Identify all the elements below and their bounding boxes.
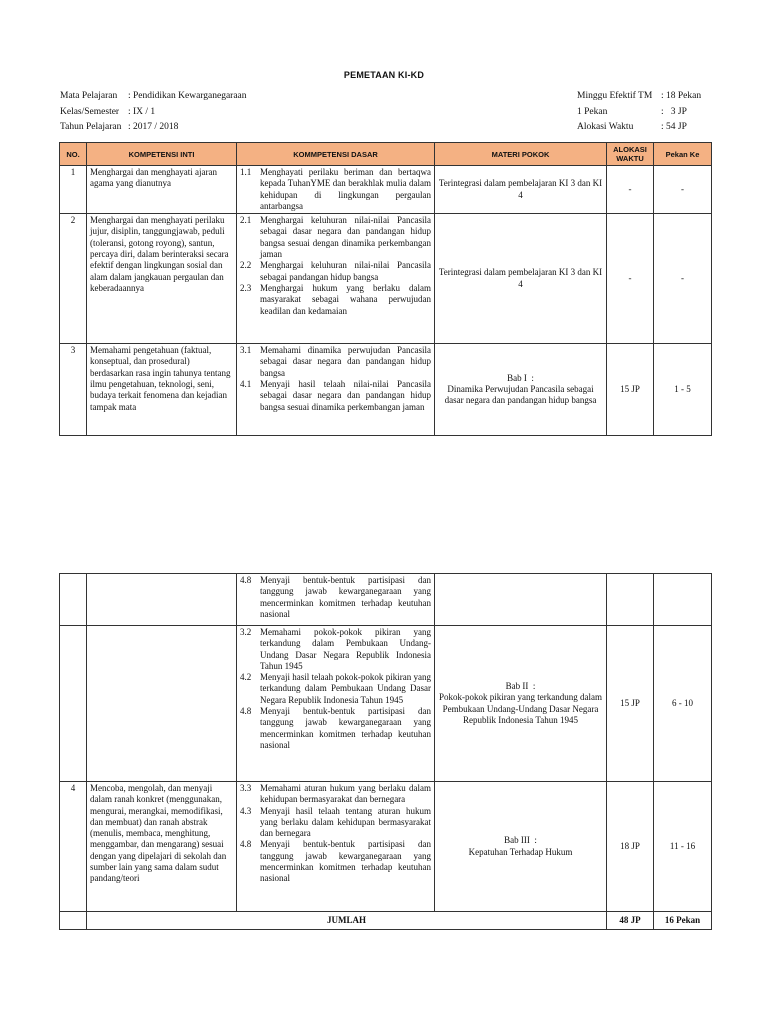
row-materi-pokok — [435, 626, 607, 782]
table-row — [60, 626, 712, 782]
kd-text: Menyaji bentuk-bentuk partisipasi dan tanggung jawab kewarganegaraan yang mencerminkan komitmen terhadap keutuhan nasional — [260, 839, 431, 884]
kd-number: 4.8 — [240, 575, 252, 585]
year-value: : 2017 / 2018 — [128, 122, 179, 132]
row-materi-pokok: Terintegrasi dalam pembelajaran KI 3 dan KI 4 — [435, 166, 607, 214]
header-pekan-ke: Pekan Ke — [654, 143, 712, 166]
kd-text: Menyaji hasil telaah nilai-nilai Pancasila sebagai dasar negara dan pandangan hidup bangsa sesuai dinamika perkembangan jaman — [260, 379, 431, 412]
kd-text: Menyaji bentuk-bentuk partisipasi dan tanggung jawab kewarganegaraan yang mencerminkan komitmen terhadap keutuhan nasional — [260, 575, 431, 619]
row-materi-pokok — [435, 344, 607, 436]
kd-number: 4.1 — [240, 379, 252, 390]
kd-number: 3.2 — [240, 627, 252, 637]
subject-value: : Pendidikan Kewarganegaraan — [128, 91, 247, 101]
kd-item — [240, 806, 431, 840]
kd-text: Menghayati perilaku beriman dan bertaqwa kepada TuhanYME dan berakhlak mulia dalam kehidupan di lingkungan pergaulan antarbangsa — [260, 167, 431, 211]
time-allocation-label: Alokasi Waktu — [577, 122, 634, 132]
table-row — [60, 344, 712, 436]
class-value: : IX / 1 — [128, 106, 156, 117]
kd-item — [240, 672, 431, 706]
kd-item — [240, 260, 431, 283]
row-kompetensi-inti: Mencoba, mengolah, dan menyaji dalam ranah konkret (menggunakan, mengurai, merangkai, memodifikasi, dan membuat) dan ranah abstrak (menulis, membaca, menghitung, menggambar, dan mengarang) sesuai dengan yang dipelajari di sekolah dan sumber lain yang sama dalam sudut pandang/teori — [87, 782, 237, 912]
row-no: 1 — [60, 166, 87, 214]
year-label: Tahun Pelajaran — [60, 122, 122, 132]
kd-number: 4.3 — [240, 805, 252, 816]
row-materi-pokok — [435, 782, 607, 912]
header-alokasi-line2: WAKTU — [616, 154, 644, 163]
materi-chapter: Bab II : — [505, 680, 536, 691]
row-materi-pokok — [435, 574, 607, 626]
kd-text: Memahami pokok-pokok pikiran yang terkandung dalam Pembukaan Undang-Undang Dasar Negara Republik Indonesia Tahun 1945 — [260, 627, 431, 671]
header-no: NO. — [60, 143, 87, 166]
total-alokasi: 48 JP — [607, 912, 654, 930]
mapping-table-page-2 — [59, 573, 712, 930]
header-kompetensi-dasar: KOMMPETENSI DASAR — [237, 143, 435, 166]
effective-weeks-value: : 18 Pekan — [661, 91, 702, 101]
kd-item — [240, 839, 431, 884]
total-label: JUMLAH — [87, 912, 607, 930]
week-hours-row — [577, 105, 701, 121]
materi-text: Dinamika Perwujudan Pancasila sebagai dasar negara dan pandangan hidup bangsa — [444, 384, 597, 406]
kd-text: Memahami aturan hukum yang berlaku dalam kehidupan bermasyarakat dan bernegara — [260, 783, 431, 805]
row-no: 4 — [60, 782, 87, 912]
materi-chapter: Bab III : — [504, 835, 537, 846]
row-kompetensi-inti — [87, 574, 237, 626]
header-kompetensi-inti: KOMPETENSI INTI — [87, 143, 237, 166]
total-empty-cell — [60, 912, 87, 930]
effective-weeks-label: Minggu Efektif TM — [577, 91, 653, 101]
week-hours-label: 1 Pekan — [577, 106, 608, 117]
row-pekan: 6 - 10 — [654, 626, 712, 782]
kd-item — [240, 167, 431, 212]
kd-number: 2.3 — [240, 282, 252, 293]
class-label: Kelas/Semester — [60, 106, 120, 117]
row-no — [60, 626, 87, 782]
row-alokasi: 18 JP — [607, 782, 654, 912]
kd-text: Menghargai hukum yang berlaku dalam masyarakat sebagai wahana perwujudan keadilan dan kedamaian — [260, 282, 431, 316]
total-row — [60, 912, 712, 930]
total-pekan: 16 Pekan — [654, 912, 712, 930]
kd-item — [240, 215, 431, 260]
row-kompetensi-inti — [87, 626, 237, 782]
kd-item — [240, 575, 431, 620]
row-pekan — [654, 574, 712, 626]
kd-item — [240, 783, 431, 806]
kd-text: Menyaji bentuk-bentuk partisipasi dan tanggung jawab kewarganegaraan yang mencerminkan komitmen terhadap keutuhan nasional — [260, 706, 431, 750]
subject-info — [60, 89, 247, 136]
row-pekan: 1 - 5 — [654, 344, 712, 436]
time-allocation-value: : 54 JP — [661, 122, 687, 132]
kd-number: 3.3 — [240, 783, 252, 793]
row-kompetensi-inti: Menghargai dan menghayati ajaran agama yang dianutnya — [87, 166, 237, 214]
materi-text: Kepatuhan Terhadap Hukum — [468, 846, 573, 857]
row-kompetensi-dasar — [237, 214, 435, 344]
row-no: 3 — [60, 344, 87, 436]
kd-item — [240, 627, 431, 672]
kd-text: Menghargai keluhuran nilai-nilai Pancasila sebagai dasar negara dan pandangan hidup bangsa sesuai dengan dinamika perkembangan jaman — [260, 215, 431, 260]
materi-chapter: Bab I : — [507, 372, 534, 383]
header-alokasi-line1: ALOKASI — [613, 145, 647, 154]
year-row — [60, 120, 247, 136]
kd-item — [240, 706, 431, 751]
row-kompetensi-dasar — [237, 166, 435, 214]
row-kompetensi-dasar — [237, 626, 435, 782]
kd-number: 4.8 — [240, 706, 252, 717]
kd-item — [240, 379, 431, 413]
row-materi-pokok: Terintegrasi dalam pembelajaran KI 3 dan KI 4 — [435, 214, 607, 344]
kd-number: 3.1 — [240, 345, 252, 356]
row-kompetensi-dasar — [237, 782, 435, 912]
row-alokasi: 15 JP — [607, 344, 654, 436]
row-alokasi — [607, 574, 654, 626]
row-alokasi: 15 JP — [607, 626, 654, 782]
week-hours-value: : 3 JP — [661, 106, 687, 117]
subject-label: Mata Pelajaran — [60, 91, 118, 101]
time-allocation-row — [577, 120, 701, 136]
table-row — [60, 782, 712, 912]
materi-text: Pokok-pokok pikiran yang terkandung dalam Pembukaan Undang-Undang Dasar Negara Republik Indonesia Tahun 1945 — [439, 692, 602, 725]
row-kompetensi-inti: Memahami pengetahuan (faktual, konseptual, dan prosedural) berdasarkan rasa ingin tahunya tentang ilmu pengetahuan, teknologi, seni, budaya terkait fenomena dan kejadian tampak mata — [87, 344, 237, 436]
row-alokasi: - — [607, 166, 654, 214]
kd-text: Memahami dinamika perwujudan Pancasila sebagai dasar negara dan pandangan hidup bangsa — [260, 345, 431, 378]
row-no — [60, 574, 87, 626]
kd-number: 1.1 — [240, 167, 252, 177]
time-info — [577, 89, 701, 136]
header-alokasi-waktu — [607, 143, 654, 166]
row-kompetensi-dasar — [237, 574, 435, 626]
kd-text: Menyaji hasil telaah pokok-pokok pikiran yang terkandung dalam Pembukaan Undang Dasar Negara Republik Indonesia Tahun 1945 — [260, 672, 431, 705]
kd-number: 2.2 — [240, 260, 252, 271]
table-row — [60, 574, 712, 626]
table-row — [60, 166, 712, 214]
kd-text: Menyaji hasil telaah tentang aturan hukum yang berlaku dalam kehidupan bermasyarakat dan bernegara — [260, 805, 431, 839]
kd-item — [240, 283, 431, 317]
row-pekan: 11 - 16 — [654, 782, 712, 912]
kd-item — [240, 345, 431, 379]
kd-number: 4.8 — [240, 839, 252, 850]
document-title: PEMETAAN KI-KD — [343, 70, 425, 80]
row-alokasi: - — [607, 214, 654, 344]
row-kompetensi-inti: Menghargai dan menghayati perilaku jujur, disiplin, tanggungjawab, peduli (toleransi, gotong royong), santun, percaya diri, dalam berinteraksi secara efektif dengan lingkungan sosial dan alam dalam jangkauan pergaulan dan keberadaannya — [87, 214, 237, 344]
kd-text: Menghargai keluhuran nilai-nilai Pancasila sebagai pandangan hidup bangsa — [260, 260, 431, 282]
kd-number: 4.2 — [240, 672, 252, 683]
row-pekan: - — [654, 214, 712, 344]
effective-weeks-row — [577, 89, 701, 105]
row-kompetensi-dasar — [237, 344, 435, 436]
mapping-table-page-1 — [59, 142, 712, 436]
table-header-row — [60, 143, 712, 166]
row-pekan: - — [654, 166, 712, 214]
row-no: 2 — [60, 214, 87, 344]
class-row — [60, 105, 247, 121]
header-materi-pokok: MATERI POKOK — [435, 143, 607, 166]
table-row — [60, 214, 712, 344]
subject-row — [60, 89, 247, 105]
kd-number: 2.1 — [240, 215, 252, 226]
